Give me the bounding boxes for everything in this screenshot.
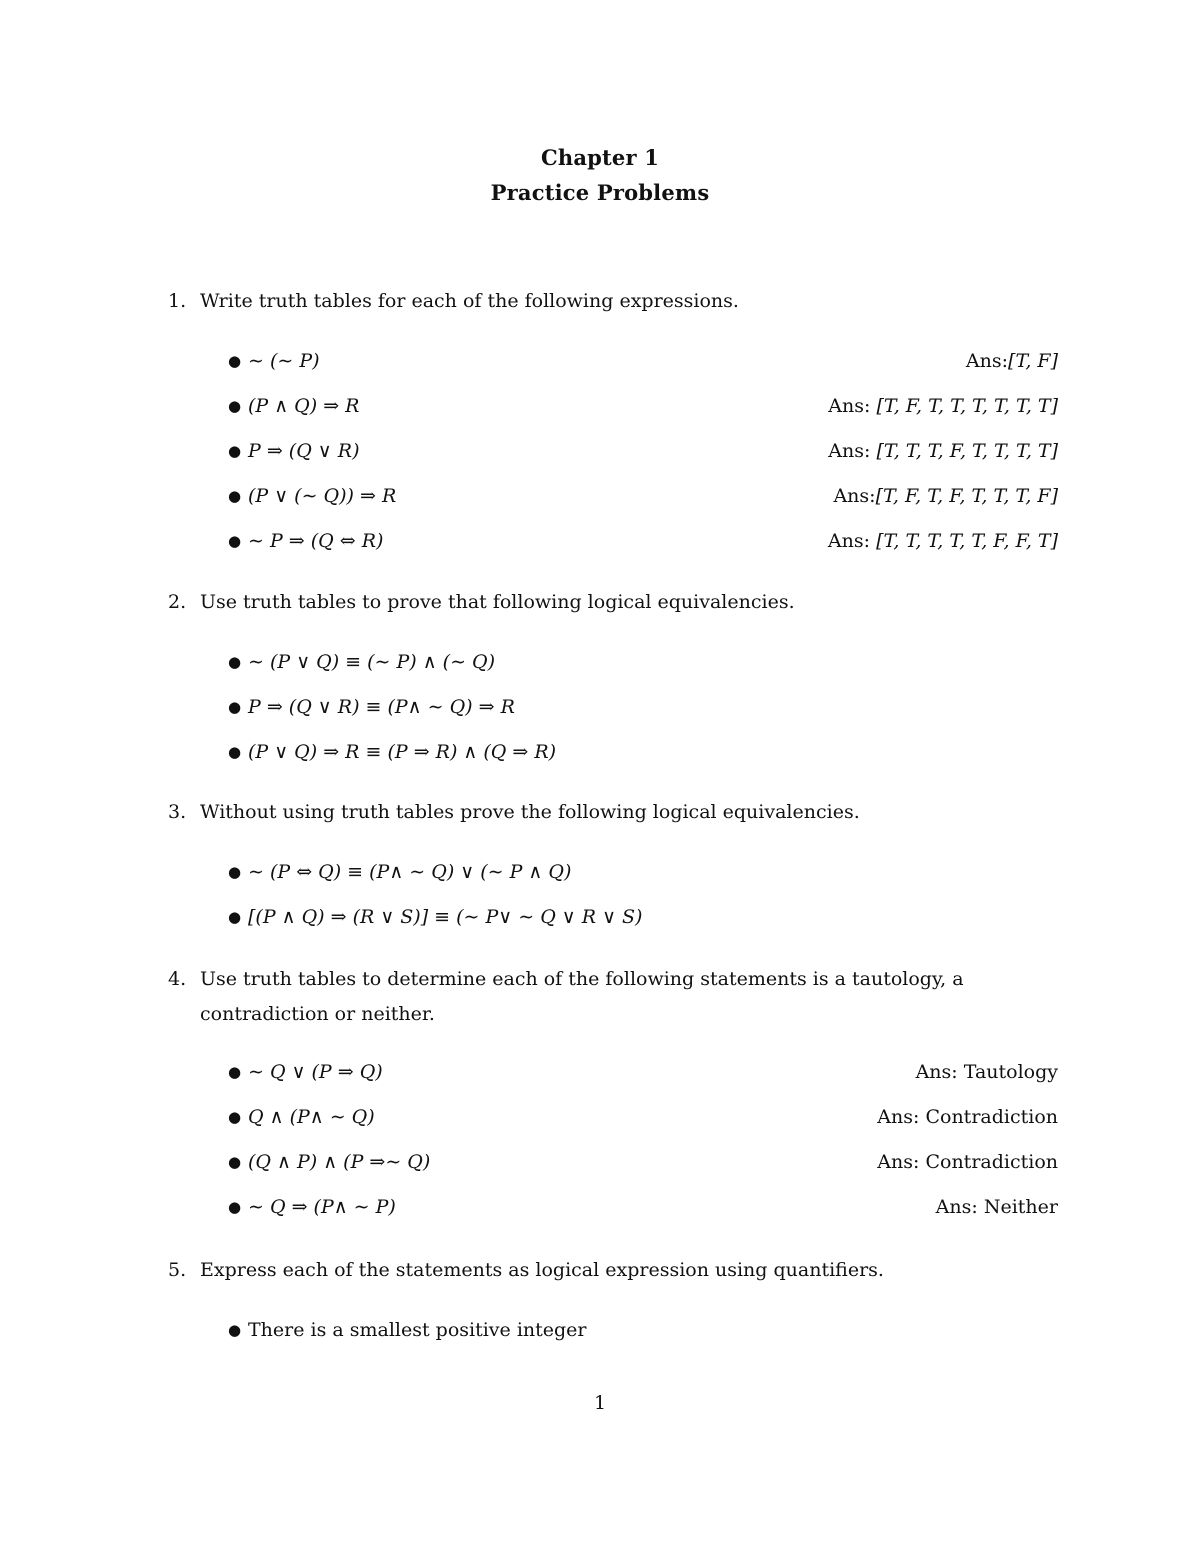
expression: (Q ∧ P) ∧ (P ⇒∼ Q)	[248, 1151, 431, 1173]
page-subtitle: Practice Problems	[490, 180, 710, 205]
list-item	[168, 384, 1058, 429]
list-item	[168, 1185, 1058, 1230]
expression: ∼ (∼ P)	[248, 350, 320, 372]
answer	[833, 474, 1058, 519]
page-number: 1	[593, 1392, 607, 1414]
bullet-icon: ●	[228, 487, 242, 505]
answer-label: Ans:	[833, 485, 876, 507]
list-item	[168, 1095, 1058, 1140]
answer	[966, 339, 1058, 384]
list-item	[168, 339, 1058, 384]
bullet-icon: ●	[228, 908, 242, 926]
problem-prompt	[168, 585, 1058, 620]
list-item	[168, 519, 1058, 564]
bullet-icon: ●	[228, 1321, 242, 1339]
answer-label: Ans:	[828, 395, 871, 417]
answer-label: Ans:	[877, 1106, 920, 1128]
answer-value: Contradiction	[925, 1106, 1058, 1128]
problem-2	[168, 585, 1058, 775]
answer	[828, 519, 1058, 564]
answer	[877, 1140, 1058, 1185]
answer-value: [T, F, T, F, T, T, T, F]	[875, 485, 1058, 507]
expression: ∼ Q ∨ (P ⇒ Q)	[248, 1061, 383, 1083]
expression: (P ∨ (∼ Q)) ⇒ R	[248, 485, 397, 507]
answer-value: Tautology	[963, 1061, 1058, 1083]
list-item	[168, 730, 1058, 775]
problem-prompt	[168, 962, 1058, 1032]
expression: P ⇒ (Q ∨ R) ≡ (P∧ ∼ Q) ⇒ R	[248, 696, 515, 718]
answer-label: Ans:	[828, 440, 871, 462]
problem-text: Without using truth tables prove the following logical equivalencies.	[200, 801, 860, 823]
answer-value: [T, T, T, T, T, F, F, T]	[876, 530, 1058, 552]
bullet-icon: ●	[228, 698, 242, 716]
problem-3	[168, 795, 1058, 940]
answer-value: [T, F, T, T, T, T, T, T]	[876, 395, 1058, 417]
problem-prompt	[168, 795, 1058, 830]
problem-prompt	[168, 1253, 1058, 1288]
statement-text: There is a smallest positive integer	[248, 1319, 587, 1341]
bullet-icon: ●	[228, 1153, 242, 1171]
answer	[828, 429, 1058, 474]
problem-prompt	[168, 284, 1058, 319]
bullet-icon: ●	[228, 653, 242, 671]
list-item	[168, 1140, 1058, 1185]
bullet-icon: ●	[228, 442, 242, 460]
bullet-icon: ●	[228, 1198, 242, 1216]
expression: (P ∧ Q) ⇒ R	[248, 395, 360, 417]
expression: ∼ Q ⇒ (P∧ ∼ P)	[248, 1196, 396, 1218]
bullet-icon: ●	[228, 397, 242, 415]
problem-number: 2.	[168, 591, 187, 613]
list-item	[168, 1308, 1058, 1353]
list-item	[168, 1050, 1058, 1095]
problem-number: 3.	[168, 801, 187, 823]
answer-label: Ans:	[827, 530, 871, 552]
answer-value: [T, F]	[1008, 350, 1058, 372]
list-item	[168, 474, 1058, 519]
problem-text: Write truth tables for each of the following expressions.	[200, 290, 739, 312]
problem-text: Express each of the statements as logical expression using quantifiers.	[200, 1259, 884, 1281]
answer	[916, 1050, 1058, 1095]
expression-list	[168, 1308, 1058, 1353]
bullet-icon: ●	[228, 1108, 242, 1126]
bullet-icon: ●	[228, 352, 242, 370]
answer-label: Ans:	[915, 1061, 958, 1083]
answer-value: Contradiction	[925, 1151, 1058, 1173]
list-item	[168, 429, 1058, 474]
expression-list	[168, 640, 1058, 775]
expression: (P ∨ Q) ⇒ R ≡ (P ⇒ R) ∧ (Q ⇒ R)	[248, 741, 557, 763]
problem-text: Use truth tables to determine each of the following statements is a tautology, a contradiction or neither.	[200, 968, 964, 1025]
answer-value: Neither	[983, 1196, 1058, 1218]
expression: [(P ∧ Q) ⇒ (R ∨ S)] ≡ (∼ P∨ ∼ Q ∨ R ∨ S)	[248, 906, 643, 928]
problem-number: 5.	[168, 1259, 187, 1281]
bullet-icon: ●	[228, 863, 242, 881]
answer-label: Ans:	[965, 350, 1009, 372]
expression-list	[168, 339, 1058, 564]
problem-1	[168, 284, 1058, 564]
list-item	[168, 850, 1058, 895]
expression: ∼ P ⇒ (Q ⇔ R)	[248, 530, 384, 552]
expression: Q ∧ (P∧ ∼ Q)	[248, 1106, 375, 1128]
problem-number: 4.	[168, 968, 187, 990]
problem-4	[168, 962, 1058, 1230]
chapter-title: Chapter 1	[540, 145, 660, 170]
expression-list	[168, 1050, 1058, 1230]
answer	[877, 1095, 1058, 1140]
problem-text: Use truth tables to prove that following logical equivalencies.	[200, 591, 795, 613]
answer	[828, 384, 1058, 429]
answer-label: Ans:	[935, 1196, 978, 1218]
expression: P ⇒ (Q ∨ R)	[248, 440, 360, 462]
list-item	[168, 895, 1058, 940]
expression: ∼ (P ∨ Q) ≡ (∼ P) ∧ (∼ Q)	[248, 651, 496, 673]
bullet-icon: ●	[228, 743, 242, 761]
list-item	[168, 685, 1058, 730]
answer-value: [T, T, T, F, T, T, T, T]	[876, 440, 1058, 462]
answer	[936, 1185, 1058, 1230]
bullet-icon: ●	[228, 1063, 242, 1081]
problem-number: 1.	[168, 290, 187, 312]
bullet-icon: ●	[228, 532, 242, 550]
expression-list	[168, 850, 1058, 940]
problem-5	[168, 1253, 1058, 1353]
list-item	[168, 640, 1058, 685]
expression: ∼ (P ⇔ Q) ≡ (P∧ ∼ Q) ∨ (∼ P ∧ Q)	[248, 861, 572, 883]
answer-label: Ans:	[877, 1151, 920, 1173]
